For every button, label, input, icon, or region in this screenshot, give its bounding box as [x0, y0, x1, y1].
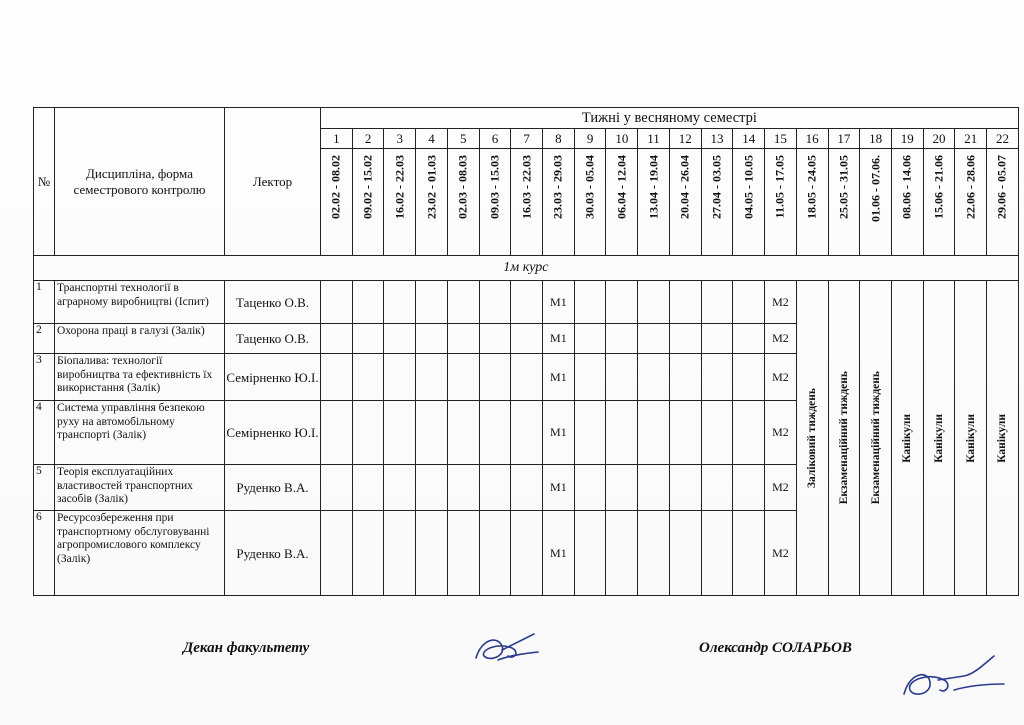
lecturer-name: Руденко В.А. — [225, 465, 321, 511]
week-date-label: 18.05 - 24.05 — [804, 155, 819, 219]
module-2-mark: М2 — [765, 465, 797, 511]
week-cell — [638, 324, 670, 354]
week-date-label: 02.02 - 08.02 — [328, 155, 343, 219]
week-cell — [479, 281, 511, 324]
week-date — [543, 149, 575, 256]
week-date-label: 16.02 - 22.03 — [392, 155, 407, 219]
week-number: 4 — [416, 129, 448, 149]
module-2-mark: М2 — [765, 281, 797, 324]
week-cell — [701, 511, 733, 596]
week-cell — [511, 281, 543, 324]
week-cell — [701, 465, 733, 511]
week-number: 13 — [701, 129, 733, 149]
week-cell — [352, 511, 384, 596]
week-cell — [511, 324, 543, 354]
week-number: 7 — [511, 129, 543, 149]
week-number: 9 — [574, 129, 606, 149]
week-cell — [447, 401, 479, 465]
lecturer-name: Семірненко Ю.І. — [225, 354, 321, 401]
week-cell — [606, 354, 638, 401]
week-date — [511, 149, 543, 256]
discipline-name: Транспортні технології в аграрному виробництві (Іспит) — [55, 281, 225, 324]
week-cell — [733, 465, 765, 511]
week-cell — [574, 354, 606, 401]
week-cell — [352, 401, 384, 465]
discipline-name: Теорія експлуатаційних властивостей транспортних засобів (Залік) — [55, 465, 225, 511]
week-date-label: 23.02 - 01.03 — [424, 155, 439, 219]
week-cell — [384, 354, 416, 401]
merged-week-cell — [828, 281, 860, 596]
row-number: 3 — [34, 354, 55, 401]
week-cell — [733, 281, 765, 324]
week-cell — [638, 354, 670, 401]
week-cell — [321, 354, 353, 401]
dean-label: Декан факультету — [183, 640, 310, 656]
week-cell — [511, 354, 543, 401]
merged-week-label: Канікули — [964, 413, 977, 463]
week-date-label: 13.04 - 19.04 — [646, 155, 661, 219]
merged-week-label: Екзаменаційний тиждень — [837, 371, 850, 505]
week-cell — [416, 401, 448, 465]
row-number: 2 — [34, 324, 55, 354]
week-cell — [638, 465, 670, 511]
week-number: 12 — [669, 129, 701, 149]
week-cell — [352, 324, 384, 354]
week-cell — [606, 465, 638, 511]
week-cell — [701, 354, 733, 401]
week-number: 14 — [733, 129, 765, 149]
week-date-label: 04.05 - 10.05 — [741, 155, 756, 219]
week-cell — [352, 465, 384, 511]
merged-week-cell — [955, 281, 987, 596]
week-cell — [416, 324, 448, 354]
week-cell — [479, 401, 511, 465]
week-number: 6 — [479, 129, 511, 149]
merged-week-label: Заліковий тиждень — [806, 387, 819, 489]
week-date — [796, 149, 828, 256]
week-number: 18 — [860, 129, 892, 149]
week-date-label: 27.04 - 03.05 — [709, 155, 724, 219]
discipline-name: Біопалива: технології виробництва та ефективність їх використання (Залік) — [55, 354, 225, 401]
dean-name: Олександр СОЛАРЬОВ — [699, 640, 852, 656]
module-1-mark: М1 — [543, 324, 575, 354]
week-date-label: 11.05 - 17.05 — [772, 155, 787, 219]
week-cell — [638, 401, 670, 465]
week-cell — [447, 465, 479, 511]
merged-week-label: Канікули — [996, 413, 1009, 463]
week-date — [860, 149, 892, 256]
week-cell — [384, 281, 416, 324]
week-cell — [669, 465, 701, 511]
week-cell — [321, 511, 353, 596]
week-number: 2 — [352, 129, 384, 149]
week-cell — [606, 401, 638, 465]
table-row — [34, 281, 1019, 324]
week-cell — [321, 401, 353, 465]
week-cell — [321, 281, 353, 324]
row-number: 1 — [34, 281, 55, 324]
week-number: 22 — [987, 129, 1019, 149]
week-date — [828, 149, 860, 256]
week-date — [638, 149, 670, 256]
week-cell — [479, 465, 511, 511]
week-date-label: 08.06 - 14.06 — [899, 155, 914, 219]
signature-image-2 — [894, 650, 1010, 708]
week-cell — [321, 324, 353, 354]
week-cell — [384, 465, 416, 511]
lecturer-name: Таценко О.В. — [225, 281, 321, 324]
course-label: 1м курс — [34, 256, 1019, 281]
week-date-label: 15.06 - 21.06 — [931, 155, 946, 219]
week-date-label: 22.06 - 28.06 — [963, 155, 978, 219]
module-1-mark: М1 — [543, 401, 575, 465]
module-1-mark: М1 — [543, 354, 575, 401]
week-cell — [321, 465, 353, 511]
week-number: 1 — [321, 129, 353, 149]
week-cell — [447, 324, 479, 354]
week-cell — [669, 511, 701, 596]
week-date — [701, 149, 733, 256]
week-number: 8 — [543, 129, 575, 149]
merged-week-cell — [923, 281, 955, 596]
week-cell — [574, 465, 606, 511]
row-number: 4 — [34, 401, 55, 465]
week-date — [384, 149, 416, 256]
week-cell — [352, 354, 384, 401]
week-cell — [669, 354, 701, 401]
week-date — [733, 149, 765, 256]
row-number: 6 — [34, 511, 55, 596]
week-cell — [701, 281, 733, 324]
week-number: 21 — [955, 129, 987, 149]
lecturer-name: Семірненко Ю.І. — [225, 401, 321, 465]
discipline-name: Ресурсозбереження при транспортному обслуговуванні агропромислового комплексу (Залік) — [55, 511, 225, 596]
week-cell — [701, 324, 733, 354]
week-number: 15 — [765, 129, 797, 149]
week-cell — [479, 354, 511, 401]
discipline-name: Охорона праці в галузі (Залік) — [55, 324, 225, 354]
week-cell — [447, 281, 479, 324]
week-date-label: 09.03 - 15.03 — [487, 155, 502, 219]
week-number: 16 — [796, 129, 828, 149]
week-date — [416, 149, 448, 256]
lecturer-name: Руденко В.А. — [225, 511, 321, 596]
week-cell — [479, 511, 511, 596]
week-cell — [511, 401, 543, 465]
week-number: 19 — [891, 129, 923, 149]
week-cell — [701, 401, 733, 465]
week-date — [765, 149, 797, 256]
week-cell — [574, 511, 606, 596]
merged-week-label: Канікули — [933, 413, 946, 463]
merged-week-cell — [796, 281, 828, 596]
week-date — [606, 149, 638, 256]
module-2-mark: М2 — [765, 511, 797, 596]
discipline-name: Система управління безпекою руху на автомобільному транспорті (Залік) — [55, 401, 225, 465]
week-cell — [733, 401, 765, 465]
week-cell — [574, 401, 606, 465]
week-number: 11 — [638, 129, 670, 149]
week-cell — [669, 281, 701, 324]
week-date-label: 29.06 - 05.07 — [994, 155, 1009, 219]
week-cell — [638, 281, 670, 324]
week-date-label: 01.06 - 07.06. — [868, 155, 883, 222]
week-cell — [416, 465, 448, 511]
week-date — [574, 149, 606, 256]
week-date-label: 06.04 - 12.04 — [614, 155, 629, 219]
week-cell — [606, 324, 638, 354]
week-cell — [384, 401, 416, 465]
week-cell — [447, 354, 479, 401]
week-cell — [416, 281, 448, 324]
week-date — [955, 149, 987, 256]
week-date-label: 30.03 - 05.04 — [582, 155, 597, 219]
header-lecturer: Лектор — [225, 108, 321, 256]
merged-week-cell — [860, 281, 892, 596]
week-date-label: 09.02 - 15.02 — [360, 155, 375, 219]
semester-title: Тижні у весняному семестрі — [321, 108, 1019, 129]
week-cell — [352, 281, 384, 324]
header-discipline: Дисципліна, форма семестрового контролю — [55, 108, 225, 256]
week-number: 20 — [923, 129, 955, 149]
module-2-mark: М2 — [765, 354, 797, 401]
week-number: 3 — [384, 129, 416, 149]
week-date-label: 02.03 - 08.03 — [455, 155, 470, 219]
merged-week-label: Канікули — [901, 413, 914, 463]
week-date — [891, 149, 923, 256]
week-date-label: 16.03 - 22.03 — [519, 155, 534, 219]
week-cell — [384, 511, 416, 596]
week-cell — [606, 281, 638, 324]
week-cell — [606, 511, 638, 596]
week-number: 10 — [606, 129, 638, 149]
week-cell — [733, 511, 765, 596]
schedule-table — [33, 107, 1019, 596]
week-cell — [511, 511, 543, 596]
week-date-label: 20.04 - 26.04 — [677, 155, 692, 219]
module-2-mark: М2 — [765, 401, 797, 465]
merged-week-label: Екзаменаційний тиждень — [869, 371, 882, 505]
week-date — [352, 149, 384, 256]
week-date — [923, 149, 955, 256]
week-cell — [416, 354, 448, 401]
week-cell — [479, 324, 511, 354]
module-1-mark: М1 — [543, 465, 575, 511]
week-date — [447, 149, 479, 256]
week-date-label: 25.05 - 31.05 — [836, 155, 851, 219]
week-cell — [416, 511, 448, 596]
week-date-label: 23.03 - 29.03 — [550, 155, 565, 219]
week-cell — [574, 281, 606, 324]
signature-image — [468, 630, 544, 670]
week-cell — [511, 465, 543, 511]
week-cell — [384, 324, 416, 354]
merged-week-cell — [987, 281, 1019, 596]
week-date — [669, 149, 701, 256]
week-date — [321, 149, 353, 256]
week-cell — [669, 401, 701, 465]
module-2-mark: М2 — [765, 324, 797, 354]
week-cell — [669, 324, 701, 354]
week-cell — [574, 324, 606, 354]
week-number: 17 — [828, 129, 860, 149]
module-1-mark: М1 — [543, 511, 575, 596]
header-number: № — [34, 108, 55, 256]
merged-week-cell — [891, 281, 923, 596]
week-cell — [733, 324, 765, 354]
row-number: 5 — [34, 465, 55, 511]
week-number: 5 — [447, 129, 479, 149]
week-cell — [733, 354, 765, 401]
week-cell — [447, 511, 479, 596]
week-date — [479, 149, 511, 256]
week-date — [987, 149, 1019, 256]
lecturer-name: Таценко О.В. — [225, 324, 321, 354]
module-1-mark: М1 — [543, 281, 575, 324]
week-cell — [638, 511, 670, 596]
